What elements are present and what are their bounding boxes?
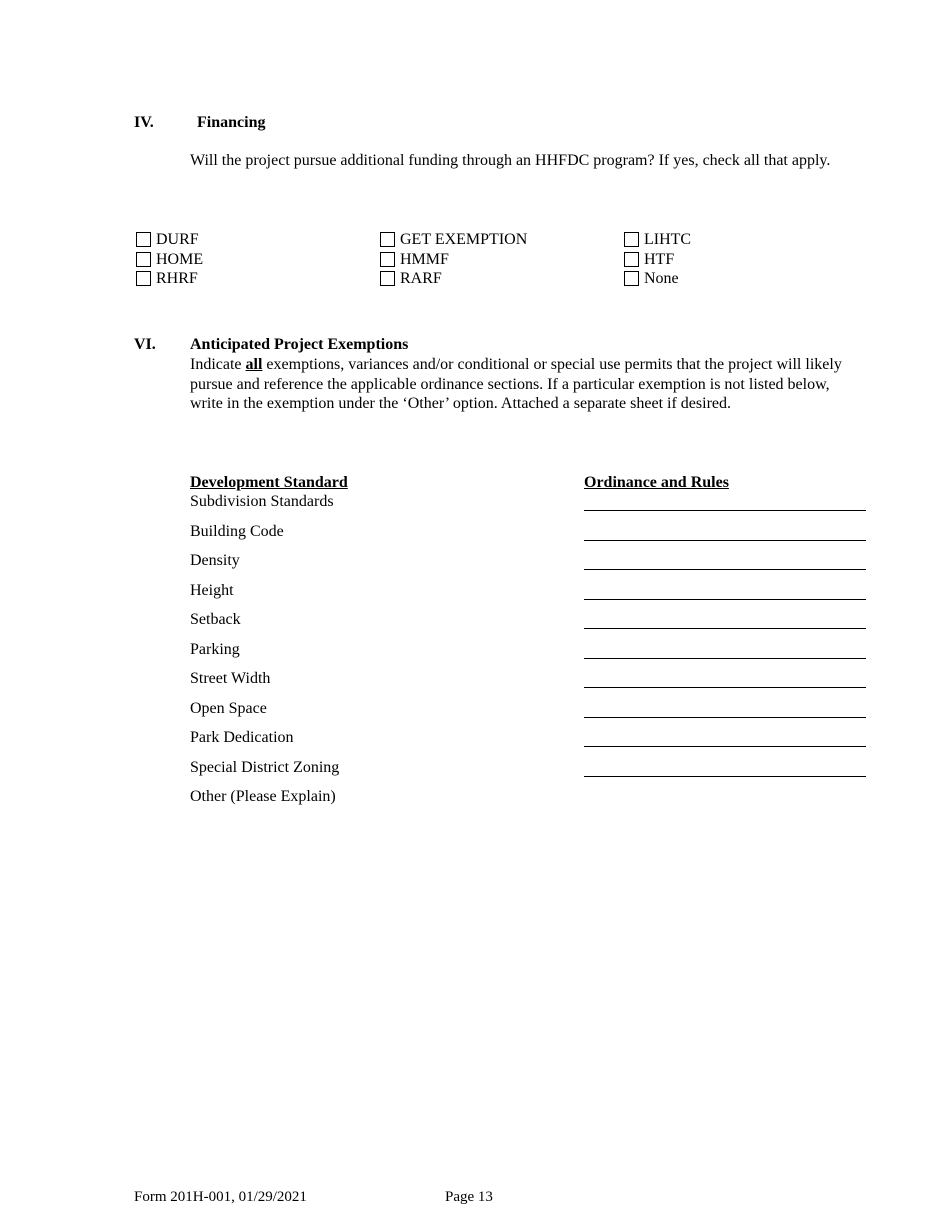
funding-option[interactable] [624, 230, 691, 250]
ordinance-entry-line[interactable] [584, 569, 866, 570]
checkbox[interactable] [136, 252, 151, 267]
ordinance-entry-line[interactable] [584, 540, 866, 541]
ordinance-entry-line[interactable] [584, 776, 866, 777]
ordinance-rules-header: Ordinance and Rules [584, 474, 729, 491]
standard-label: Building Code [190, 523, 284, 540]
checkbox[interactable] [624, 232, 639, 247]
section-vi-title: Anticipated Project Exemptions [190, 336, 409, 353]
financing-question: Will the project pursue additional funding through an HHFDC program? If yes, check all that apply. [190, 152, 831, 169]
funding-option-label: HOME [156, 250, 204, 268]
funding-option-label: LIHTC [644, 231, 692, 248]
ordinance-entry-line[interactable] [584, 628, 866, 629]
standard-label: Other (Please Explain) [190, 788, 336, 805]
funding-option-label: None [644, 270, 679, 287]
standard-label: Street Width [190, 670, 271, 687]
funding-option[interactable] [624, 269, 691, 289]
funding-option[interactable] [380, 250, 527, 270]
funding-option[interactable] [136, 230, 203, 250]
ordinance-entry-line[interactable] [584, 687, 866, 688]
checkbox[interactable] [380, 252, 395, 267]
checkbox[interactable] [136, 232, 151, 247]
funding-option-label: GET EXEMPTION [400, 231, 528, 248]
funding-option[interactable] [136, 269, 203, 289]
funding-option[interactable] [380, 269, 527, 289]
checkbox[interactable] [380, 271, 395, 286]
standard-label: Subdivision Standards [190, 493, 334, 510]
exemptions-instructions [190, 355, 860, 414]
funding-option[interactable] [624, 250, 691, 270]
ordinance-entry-line[interactable] [584, 717, 866, 718]
funding-option-label: RHRF [156, 270, 198, 287]
checkbox[interactable] [624, 252, 639, 267]
footer-page-number: Page 13 [445, 1189, 493, 1205]
standard-label: Parking [190, 641, 240, 658]
funding-option-label: DURF [156, 231, 199, 248]
checkbox[interactable] [380, 232, 395, 247]
funding-column-2 [380, 230, 527, 289]
instructions-text: exemptions, variances and/or conditional or special use permits that the project will likely pursue and reference the applicable ordinance sections. If a particular exemption is not listed below, write in the exemption under the ‘Other’ option. Attached a separate sheet if desired. [190, 356, 842, 412]
funding-column-3 [624, 230, 691, 289]
funding-option-label: HTF [644, 250, 675, 268]
development-standard-header: Development Standard [190, 474, 348, 491]
standard-label: Special District Zoning [190, 759, 340, 776]
ordinance-entry-line[interactable] [584, 746, 866, 747]
instructions-text: Indicate [190, 356, 246, 373]
footer-form-id: Form 201H-001, 01/29/2021 [134, 1189, 307, 1205]
section-iv-number: IV. [134, 114, 154, 131]
funding-option[interactable] [380, 230, 527, 250]
funding-option-label: RARF [400, 270, 442, 287]
section-vi-number: VI. [134, 336, 156, 353]
checkbox[interactable] [624, 271, 639, 286]
funding-option-label: HMMF [400, 250, 449, 268]
standard-label: Open Space [190, 700, 267, 717]
standard-label: Density [190, 552, 240, 569]
funding-option[interactable] [136, 250, 203, 270]
funding-column-1 [136, 230, 203, 289]
standard-label: Height [190, 582, 234, 599]
ordinance-entry-line[interactable] [584, 658, 866, 659]
section-iv-title: Financing [197, 114, 266, 131]
checkbox[interactable] [136, 271, 151, 286]
instructions-emphasis: all [245, 356, 263, 373]
ordinance-entry-line[interactable] [584, 599, 866, 600]
ordinance-entry-line[interactable] [584, 510, 866, 511]
standard-label: Setback [190, 611, 241, 628]
standard-label: Park Dedication [190, 729, 294, 746]
